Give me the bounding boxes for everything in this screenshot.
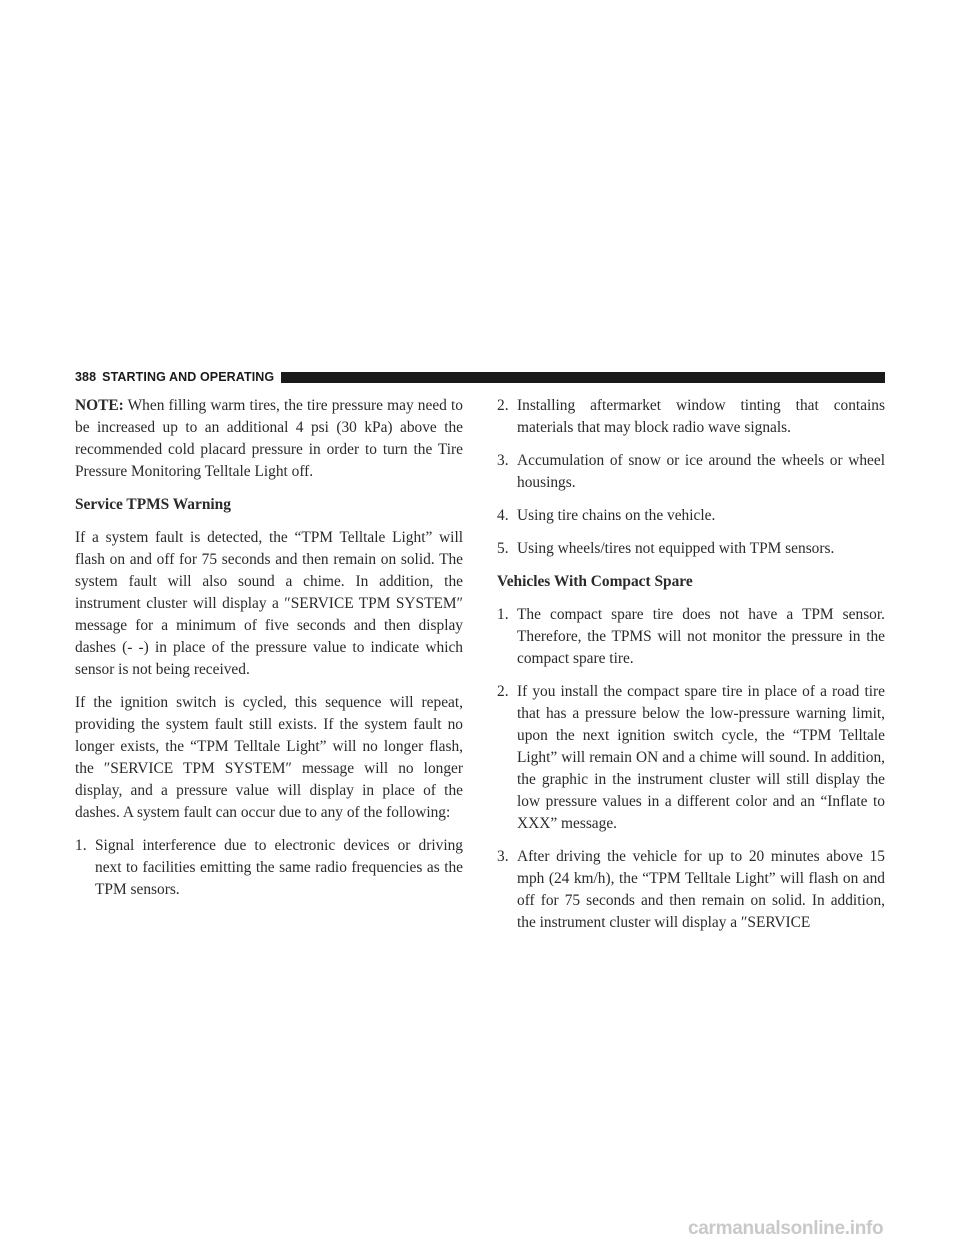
compact-spare-list bbox=[497, 604, 885, 934]
note-paragraph bbox=[75, 395, 463, 483]
list-item bbox=[497, 604, 885, 670]
section-title: STARTING AND OPERATING bbox=[102, 370, 275, 384]
list-item-text: Using wheels/tires not equipped with TPM sensors. bbox=[517, 540, 835, 557]
list-number: 1. bbox=[497, 606, 509, 623]
section-heading-compact-spare: Vehicles With Compact Spare bbox=[497, 573, 693, 590]
list-item-text: After driving the vehicle for up to 20 minutes above 15 mph (24 km/h), the “TPM Telltale Light” will flash on and off for 75 seconds and then remain on solid. In addition, the instrument cluster will display a ″SERVICE bbox=[517, 848, 885, 931]
list-item bbox=[497, 395, 885, 439]
note-label: NOTE: bbox=[75, 397, 124, 414]
section-heading-service-tpms: Service TPMS Warning bbox=[75, 496, 231, 513]
left-column bbox=[75, 395, 463, 912]
list-item bbox=[497, 681, 885, 835]
list-number: 2. bbox=[497, 397, 509, 414]
fault-cause-list-continued bbox=[497, 395, 885, 560]
list-number: 3. bbox=[497, 452, 509, 469]
watermark-logo: carmanualsonline.info bbox=[688, 1218, 884, 1239]
right-column bbox=[497, 395, 885, 945]
list-item bbox=[497, 846, 885, 934]
list-item-text: Using tire chains on the vehicle. bbox=[517, 507, 716, 524]
header-rule bbox=[281, 372, 885, 383]
list-number: 4. bbox=[497, 507, 509, 524]
list-item bbox=[75, 835, 463, 901]
body-paragraph: If the ignition switch is cycled, this sequence will repeat, providing the system fault still exists. If the system fault no longer exists, the “TPM Telltale Light” will no longer flash, the ″SERVICE TPM SYSTEM″ message will no longer display, and a pressure value will display in place of the dashes. A system fault can occur due to any of the following: bbox=[75, 694, 463, 821]
list-number: 1. bbox=[75, 837, 87, 854]
list-number: 5. bbox=[497, 540, 509, 557]
page-header bbox=[75, 369, 885, 385]
list-item bbox=[497, 505, 885, 527]
list-item-text: Installing aftermarket window tinting that contains materials that may block radio wave signals. bbox=[517, 397, 885, 436]
list-item-text: Accumulation of snow or ice around the wheels or wheel housings. bbox=[517, 452, 885, 491]
note-text: When filling warm tires, the tire pressure may need to be increased up to an additional 4 psi (30 kPa) above the recommended cold placard pressure in order to turn the Tire Pressure Monitoring Telltale Light off. bbox=[75, 397, 463, 480]
fault-cause-list bbox=[75, 835, 463, 901]
page-number: 388 bbox=[75, 370, 97, 384]
list-item-text: The compact spare tire does not have a TPM sensor. Therefore, the TPMS will not monitor the pressure in the compact spare tire. bbox=[517, 606, 885, 667]
list-item-text: If you install the compact spare tire in place of a road tire that has a pressure below the low-pressure warning limit, upon the next ignition switch cycle, the “TPM Telltale Light” will remain ON and a chime will sound. In addition, the graphic in the instrument cluster will still display the low pressure values in a different color and an “Inflate to XXX” message. bbox=[517, 683, 885, 832]
list-item bbox=[497, 450, 885, 494]
body-paragraph: If a system fault is detected, the “TPM Telltale Light” will flash on and off for 75 seconds and then remain on solid. The system fault will also sound a chime. In addition, the instrument cluster will display a ″SERVICE TPM SYSTEM″ message for a minimum of five seconds and then display dashes (- -) in place of the pressure value to indicate which sensor is not being received. bbox=[75, 529, 463, 678]
list-number: 2. bbox=[497, 683, 509, 700]
list-item-text: Signal interference due to electronic devices or driving next to facilities emitting the same radio frequencies as the TPM sensors. bbox=[95, 837, 463, 898]
list-item bbox=[497, 538, 885, 560]
list-number: 3. bbox=[497, 848, 509, 865]
